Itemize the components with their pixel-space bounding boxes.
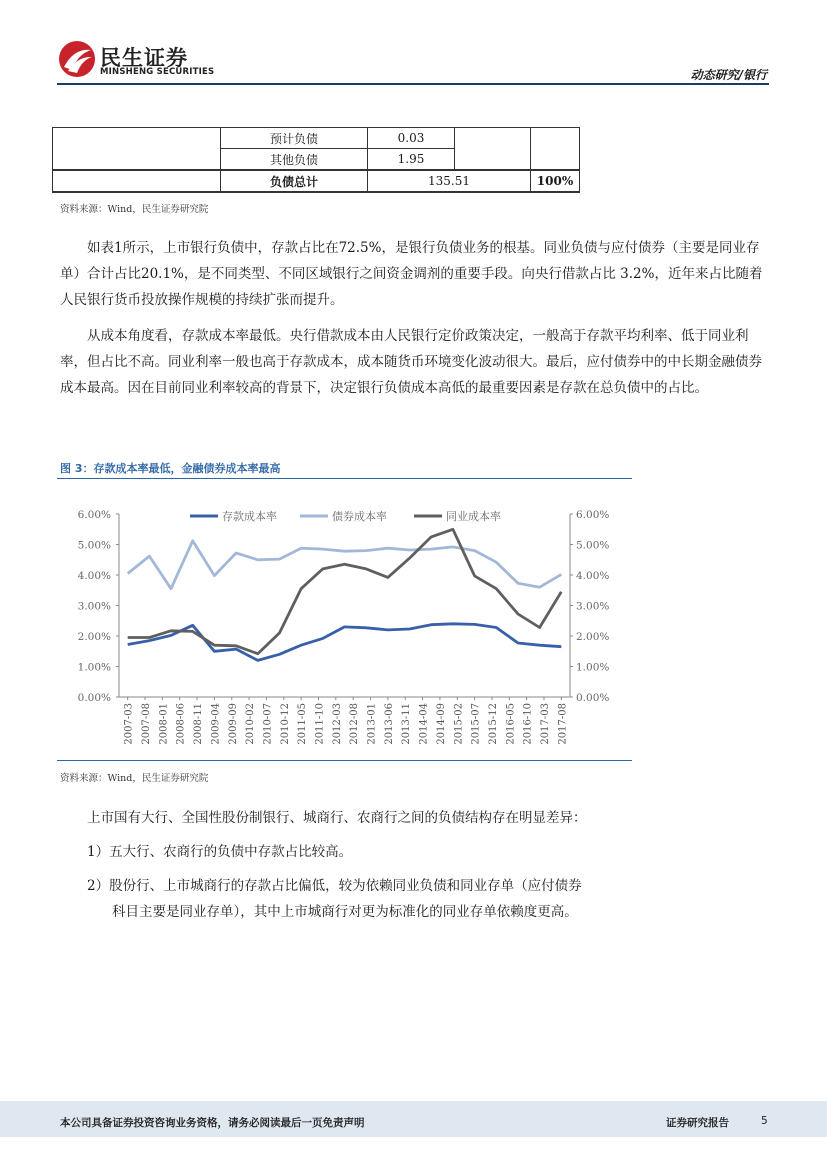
table-cell: 0.03 [368, 128, 455, 149]
x-tick-label: 2017-08 [557, 703, 569, 745]
table-cell [455, 128, 531, 171]
body-text [60, 235, 770, 401]
y-tick-label-right: 5.00% [576, 539, 610, 552]
y-tick-label-right: 6.00% [576, 509, 610, 521]
y-tick-label-left: 1.00% [77, 661, 111, 674]
y-tick-label-right: 2.00% [576, 631, 610, 643]
company-logo [58, 40, 96, 78]
x-tick-label: 2013-06 [383, 703, 395, 745]
table-cell: 预计负债 [221, 128, 368, 149]
table-cell: 100% [531, 170, 580, 192]
series-line-deposit [128, 624, 562, 661]
series-line-interbank [128, 529, 562, 653]
table-row [53, 128, 580, 149]
header-divider [57, 83, 769, 85]
x-tick-label: 2015-12 [487, 703, 499, 745]
table-cell [531, 128, 580, 171]
x-tick-label: 2010-07 [262, 703, 274, 745]
source-note: 资料来源：Wind，民生证券研究院 [60, 773, 209, 784]
structure-text [60, 805, 770, 925]
cost-rate-chart [57, 480, 632, 758]
x-tick-label: 2016-05 [505, 703, 517, 745]
table-cell: 1.95 [368, 149, 455, 171]
figure-bottom-rule [57, 760, 632, 761]
y-tick-label-left: 0.00% [77, 692, 111, 704]
y-tick-label-left: 4.00% [77, 570, 111, 582]
paragraph: 上市国有大行、全国性股份制银行、城商行、农商行之间的负债结构存在明显差异： [87, 810, 587, 826]
y-tick-label-right: 0.00% [576, 692, 610, 704]
y-tick-label-left: 2.00% [77, 631, 111, 643]
paragraph: 从成本角度看，存款成本率最低。央行借款成本由人民银行定价政策决定，一般高于存款平均利率、低于同业利率，但占比不高。同业利率一般也高于存款成本，成本随货币环境变化波动很大。最后，应付债券中的中长期金融债券成本最高。因在目前同业利率较高的背景下，决定银行负债成本高低的最重要因素是存款在总负债中的占比。 [60, 328, 762, 396]
logo-icon [58, 40, 96, 78]
x-tick-label: 2009-09 [227, 703, 239, 745]
table-cell [53, 170, 221, 192]
footer-label: 证券研究报告 [666, 1117, 729, 1129]
x-tick-label: 2011-05 [297, 703, 309, 745]
x-tick-label: 2013-11 [401, 703, 413, 745]
list-item: 2）股份行、上市城商行的存款占比偏低，较为依赖同业负债和同业存单（应付债券 [87, 878, 582, 894]
x-tick-label: 2015-07 [470, 703, 482, 745]
report-type: 动态研究/银行 [690, 68, 767, 82]
x-tick-label: 2009-04 [210, 703, 222, 745]
x-tick-label: 2007-08 [141, 703, 153, 745]
x-tick-label: 2014-09 [435, 703, 447, 745]
x-tick-label: 2010-02 [245, 703, 257, 745]
x-tick-label: 2015-02 [453, 703, 465, 745]
liability-table [52, 127, 580, 193]
x-tick-label: 2012-03 [331, 703, 343, 745]
table-row [53, 170, 580, 192]
table-cell: 负债总计 [221, 170, 368, 192]
legend-label-interbank: 同业成本率 [446, 510, 501, 523]
x-tick-label: 2014-04 [418, 703, 430, 745]
y-tick-label-left: 3.00% [77, 600, 111, 613]
legend [190, 509, 501, 523]
y-tick-label-left: 5.00% [77, 539, 111, 552]
paragraph: 如表1所示，上市银行负债中，存款占比在72.5%，是银行负债业务的根基。同业负债与应付债券（主要是同业存单）合计占比20.1%，是不同类型、不同区域银行之间资金调剂的重要手段。向央行借款占比 3.2%，近年来占比随着人民银行货币投放操作规模的持续扩张而提升。 [60, 240, 763, 308]
y-tick-label-right: 1.00% [576, 661, 610, 674]
x-tick-label: 2013-01 [366, 703, 378, 745]
x-tick-label: 2010-12 [279, 703, 291, 745]
table-cell: 135.51 [368, 170, 531, 192]
x-tick-label: 2008-06 [175, 703, 187, 745]
x-tick-label: 2008-11 [193, 703, 205, 745]
table-cell: 其他负债 [221, 149, 368, 171]
x-tick-label: 2007-03 [123, 703, 135, 745]
x-tick-label: 2008-01 [158, 703, 170, 745]
figure-top-rule [57, 478, 632, 479]
table-cell [53, 128, 221, 171]
legend-label-deposit: 存款成本率 [222, 510, 277, 523]
x-tick-label: 2016-10 [522, 703, 534, 745]
list-item: 1）五大行、农商行的负债中存款占比较高。 [87, 844, 353, 860]
y-tick-label-left: 6.00% [77, 509, 111, 521]
logo-subtitle: MINSHENG SECURITIES [100, 67, 215, 77]
list-item: 科目主要是同业存单），其中上市城商行对更为标准化的同业存单依赖度更高。 [112, 904, 578, 920]
legend-label-bond: 债券成本率 [332, 510, 387, 523]
x-tick-label: 2017-03 [539, 703, 551, 745]
figure-title: 图 3：存款成本率最低，金融债券成本率最高 [60, 462, 281, 475]
y-tick-label-right: 3.00% [576, 600, 610, 613]
y-tick-label-right: 4.00% [576, 570, 610, 582]
logo-text: 民生证券 [100, 46, 188, 70]
x-tick-label: 2011-10 [314, 703, 326, 745]
source-note: 资料来源：Wind，民生证券研究院 [60, 204, 209, 215]
footer-disclaimer: 本公司具备证券投资咨询业务资格，请务必阅读最后一页免责声明 [60, 1117, 365, 1129]
page-number: 5 [761, 1115, 768, 1127]
x-tick-label: 2012-08 [349, 703, 361, 745]
